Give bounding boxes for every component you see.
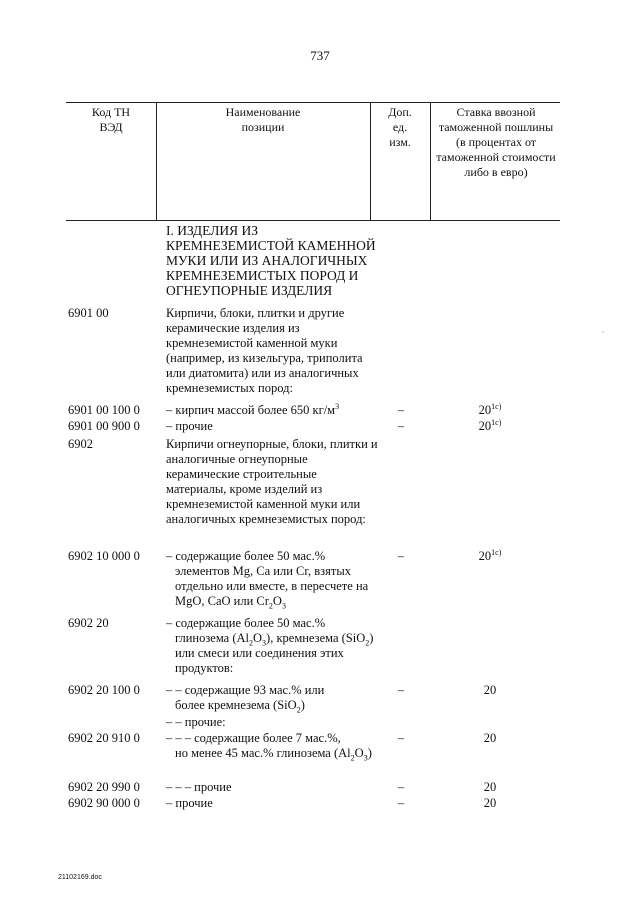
row-description	[166, 549, 380, 609]
row-rate-value: 20	[478, 403, 492, 417]
row-code: 6902 20	[68, 616, 109, 630]
row-code: 6901 00	[68, 306, 109, 320]
row-code: 6901 00 100 0	[68, 403, 140, 417]
rate-note: 1с)	[491, 547, 502, 557]
row-description-lead: – содержащие более 50 мас.%	[166, 616, 326, 630]
row-rate: 20	[483, 731, 497, 745]
row-description-continuation	[166, 564, 380, 609]
row-description: Кирпичи, блоки, плитки и другие керамические изделия из кремнеземистой каменной муки (например, из кизельгура, триполита или диатомита) или из аналогичных кремнеземистых пород:	[166, 306, 363, 395]
header-rate-label: Ставка ввозной таможенной пошлины (в процентах от таможенной стоимости либо в евро)	[436, 105, 556, 179]
page-number: 737	[310, 48, 330, 63]
header-name-label: Наименование позиции	[225, 105, 301, 134]
row-description-continuation	[166, 698, 380, 713]
row-description	[166, 616, 380, 676]
row-unit: –	[397, 683, 405, 697]
row-description-text: – кирпич массой более 650 кг/м	[166, 403, 336, 417]
row-description-text: O	[253, 631, 263, 645]
subscript: 3	[363, 753, 368, 763]
row-description	[166, 403, 380, 418]
row-unit: –	[397, 731, 405, 745]
row-description-lead: – содержащие более 50 мас.%	[166, 549, 326, 563]
row-rate	[440, 403, 540, 418]
header-unit	[372, 105, 428, 150]
subscript: 2	[350, 753, 355, 763]
subscript: 3	[262, 638, 267, 648]
row-description-text: O	[272, 594, 282, 608]
row-unit: –	[397, 796, 405, 810]
row-description-text: ), кремнезема (SiO	[266, 631, 366, 645]
row-description-text: )	[367, 746, 372, 760]
section-title: I. ИЗДЕЛИЯ ИЗ КРЕМНЕЗЕМИСТОЙ КАМЕННОЙ МУКИ ИЛИ ИЗ АНАЛОГИЧНЫХ КРЕМНЕЗЕМИСТЫХ ПОРОД И ОГНЕУПОРНЫЕ ИЗДЕЛИЯ	[166, 223, 376, 298]
row-code: 6902	[68, 437, 93, 451]
row-rate: 20	[483, 796, 497, 810]
row-code: 6902 20 910 0	[68, 731, 140, 745]
row-description	[166, 731, 380, 761]
row-description: – – – прочие	[166, 780, 232, 794]
header-bottom-rule	[66, 220, 560, 221]
row-code: 6902 20 100 0	[68, 683, 140, 697]
subscript: 2	[268, 601, 273, 611]
row-description: Кирпичи огнеупорные, блоки, плитки и аналогичные огнеупорные керамические строительные материалы, кроме изделий из кремнеземистой каменной муки или аналогичных кремнеземистых пород:	[166, 437, 378, 526]
row-description-text: O	[354, 746, 364, 760]
row-description: – прочие	[166, 419, 213, 433]
row-description-text: )	[300, 698, 305, 712]
superscript: 3	[335, 401, 340, 411]
row-description-continuation	[166, 631, 380, 676]
row-rate: 20	[483, 780, 497, 794]
header-code-label: Код ТН ВЭД	[91, 105, 131, 134]
row-description	[166, 683, 380, 713]
row-unit: –	[397, 549, 405, 563]
row-description-text: ) или смеси или соединения этих продуктов:	[175, 631, 374, 675]
subscript: 2	[249, 638, 254, 648]
margin-mark: ,	[602, 325, 604, 334]
row-rate-value: 20	[478, 419, 492, 433]
row-code: 6902 10 000 0	[68, 549, 140, 563]
footer-filename: 21102169.doc	[58, 874, 102, 881]
subscript: 2	[365, 638, 370, 648]
rate-note: 1с)	[491, 401, 502, 411]
row-description-text: глинозема (Al	[175, 631, 250, 645]
header-unit-label: Доп. ед. изм.	[388, 105, 412, 149]
rate-note: 1с)	[491, 417, 502, 427]
row-description-lead: – – содержащие 93 мас.% или	[166, 683, 325, 697]
row-description-text: более кремнезема (SiO	[175, 698, 297, 712]
row-rate	[440, 419, 540, 434]
row-description-text: элементов Mg, Ca или Cr, взятых отдельно или вместе, в пересчете на MgO, CaO или Cr	[175, 564, 369, 608]
header-divider	[156, 102, 157, 220]
row-code: 6901 00 900 0	[68, 419, 140, 433]
header-divider	[430, 102, 431, 220]
header-code	[70, 105, 152, 135]
row-description: – прочие	[166, 796, 213, 810]
row-unit: –	[397, 419, 405, 433]
header-divider	[370, 102, 371, 220]
subscript: 3	[281, 601, 286, 611]
header-rate	[434, 105, 558, 180]
row-code: 6902 20 990 0	[68, 780, 140, 794]
subscript: 2	[296, 705, 301, 715]
row-unit: –	[397, 780, 405, 794]
row-description-lead: – – – содержащие более 7 мас.%,	[166, 731, 341, 745]
row-description-text: но менее 45 мас.% глинозема (Al	[175, 746, 351, 760]
row-description: – – прочие:	[166, 715, 226, 729]
row-rate	[440, 549, 540, 564]
header-top-rule	[66, 102, 560, 103]
row-code: 6902 90 000 0	[68, 796, 140, 810]
row-description-continuation	[166, 746, 380, 761]
row-rate: 20	[483, 683, 497, 697]
row-unit: –	[397, 403, 405, 417]
header-name	[160, 105, 366, 135]
row-rate-value: 20	[478, 549, 492, 563]
